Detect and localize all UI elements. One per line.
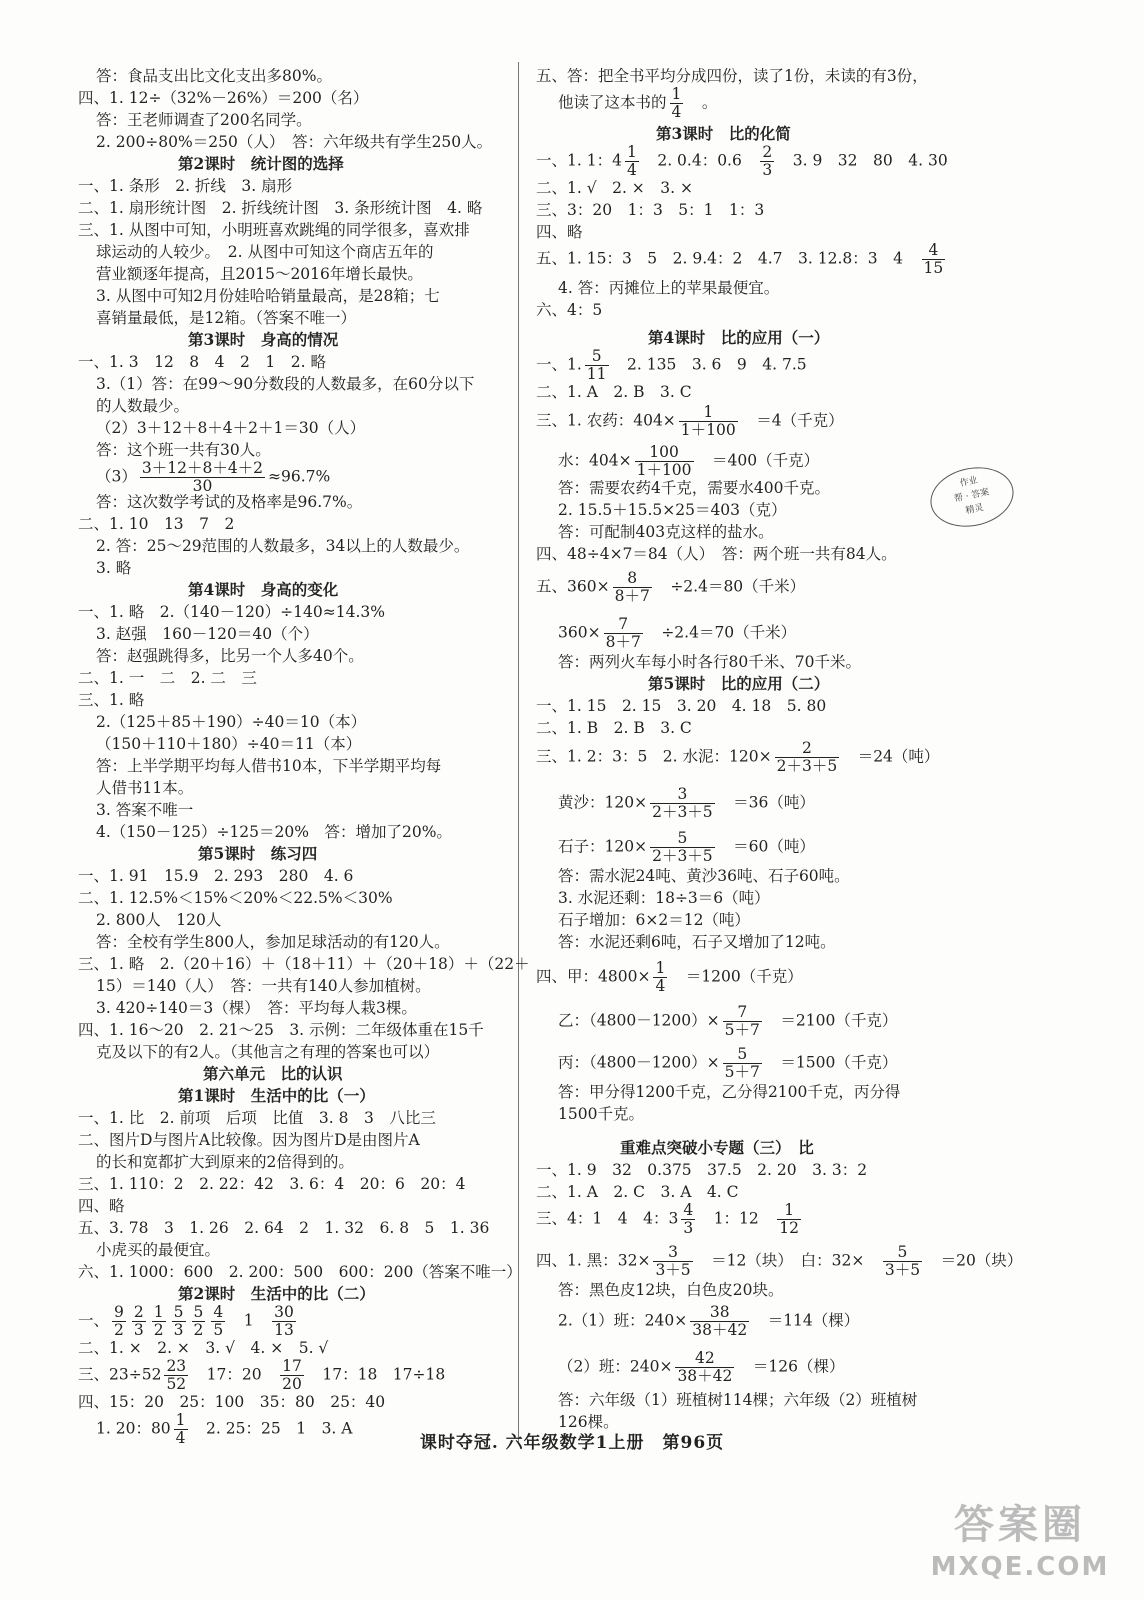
line-prefix: （2）班：240× (558, 1357, 673, 1376)
fraction-denominator: 2＋3＋5 (652, 847, 713, 865)
answer-line: 三、1. 略 2.（20＋16）＋（18＋11）＋（20＋18）＋（22＋ (78, 955, 530, 973)
fraction-denominator: 15 (923, 259, 944, 277)
answer-line (536, 740, 947, 775)
answer-line: 2. 15.5＋15.5×25＝403（克） (558, 501, 787, 519)
answer-line: 二、1. B 2. B 3. C (536, 719, 692, 737)
stamp-line-1: 作业 (959, 475, 979, 490)
answer-line: 四、48÷4×7＝84（人） 答：两个班一共有84人。 (536, 545, 897, 563)
line-text: ＝1500（千克） (764, 1053, 906, 1072)
answer-line: 一、1. 3 12 8 4 2 1 2. 略 (78, 353, 326, 371)
fraction (723, 1004, 762, 1039)
fraction-numerator: 7 (604, 616, 643, 634)
fraction (760, 144, 774, 179)
fraction-numerator: 1 (655, 959, 666, 977)
line-prefix: 石子：120× (558, 837, 648, 856)
line-prefix: （3） (96, 467, 137, 486)
line-prefix: 黄沙：120× (558, 793, 648, 812)
answer-line: 二、1. 一 二 2. 二 三 (78, 669, 257, 687)
fraction-numerator: 7 (723, 1004, 762, 1022)
fraction-denominator: 2＋3＋5 (652, 803, 713, 821)
answer-line: 3. 420÷140＝3（棵） 答：平均每人栽3棵。 (96, 999, 417, 1017)
fraction-numerator: 8 (613, 570, 652, 588)
fraction-denominator: 5＋7 (724, 1021, 760, 1039)
fraction-denominator: 30 (192, 477, 213, 495)
answer-line: 答：食品支出比文化支出多80%。 (96, 67, 332, 85)
line-text: ＝12（块） 白：32× (695, 1251, 880, 1270)
fraction (690, 1304, 749, 1339)
fraction-numerator: 1 (777, 1202, 801, 1220)
fraction-denominator: 8＋7 (605, 633, 641, 651)
answer-line: 4. 答：丙摊位上的苹果最便宜。 (558, 279, 780, 297)
answer-line (78, 1358, 461, 1393)
answer-line: 四、略 (78, 1197, 125, 1215)
watermark (900, 1500, 1140, 1595)
line-prefix: 他读了这本书的 (558, 93, 667, 112)
line-prefix: 五、1. 15：3 5 2. 9.4：2 4.7 3. 12.8：3 (536, 249, 878, 268)
line-prefix: 水：404× (558, 451, 632, 470)
answer-line: 126棵。 (558, 1413, 619, 1431)
answer-line: 六、1. 1000：600 2. 200：500 600：200（答案不唯一） (78, 1263, 522, 1281)
fraction-denominator: 2 (153, 1321, 164, 1339)
answer-line (558, 616, 804, 651)
answer-line (558, 1004, 905, 1039)
fraction (613, 570, 652, 605)
answer-line: 答：六年级（1）班植树114棵；六年级（2）班植树 (558, 1391, 918, 1409)
section-heading: 第3课时 身高的情况 (188, 330, 339, 349)
line-prefix: 1. 20：80 (96, 1419, 171, 1438)
fraction-numerator: 30 (274, 1303, 294, 1321)
fraction-numerator: 3 (650, 786, 715, 804)
fraction-denominator: 3＋5 (884, 1261, 921, 1279)
answer-line: 球运动的人较少。 2. 从图中可知这个商店五年的 (96, 243, 434, 261)
answer-line: 2.（125＋85＋190）÷40＝10（本） (96, 713, 367, 731)
answer-line: 一、1. 条形 2. 折线 3. 扇形 (78, 177, 293, 195)
stamp-line-2: 帮 · 答案 (953, 487, 991, 505)
line-text: ＝60（吨） (717, 837, 823, 856)
fraction (679, 404, 738, 439)
line-text: ＝2100（千克） (764, 1011, 906, 1030)
answer-line (78, 1304, 299, 1339)
answer-line: 的长和宽都扩大到原来的2倍得到的。 (96, 1153, 354, 1171)
watermark-title: 答案圈 (954, 1502, 1086, 1548)
answer-line: 3. 赵强 160－120＝40（个） (96, 625, 319, 643)
fraction-numerator: 17 (282, 1357, 302, 1375)
fraction (604, 616, 643, 651)
fraction-numerator: 1 (671, 85, 682, 103)
line-text: 17：18 17÷18 (306, 1365, 461, 1384)
answer-line: 4.（150－125）÷125＝20% 答：增加了20%。 (96, 823, 452, 841)
answer-line: 二、1. A 2. C 3. A 4. C (536, 1183, 739, 1201)
line-prefix: 三、1. 农药：404× (536, 411, 676, 430)
section-heading: 第4课时 身高的变化 (188, 580, 339, 599)
answer-line: 3. 答案不唯一 (96, 801, 194, 819)
fraction-denominator: 1＋100 (636, 461, 692, 479)
line-prefix: 一、 (78, 1311, 110, 1330)
fraction-numerator: 5 (723, 1046, 762, 1064)
section-heading: 第5课时 比的应用（二） (648, 674, 830, 693)
fraction-denominator: 38＋42 (692, 1321, 748, 1339)
answer-line: 克及以下的有2人。（其他言之有理的答案也可以） (96, 1043, 440, 1061)
section-heading: 第5课时 练习四 (198, 844, 318, 863)
answer-line (536, 404, 851, 439)
answer-line (536, 570, 813, 605)
answer-line: 二、图片D与图片A比较像。因为图片D是由图片A (78, 1131, 420, 1149)
fraction-numerator: 3 (653, 1244, 692, 1262)
line-prefix: 四、1. 黑：32× (536, 1251, 651, 1270)
fraction-numerator: 1 (153, 1303, 164, 1321)
section-heading: 第1课时 生活中的比（一） (178, 1086, 375, 1105)
fraction-denominator: 2＋3＋5 (776, 757, 838, 775)
answer-line (558, 1046, 905, 1081)
answer-line: 四、1. 16～20 2. 21～25 3. 示例：二年级体重在15千 (78, 1021, 484, 1039)
line-text: ＝114（棵） (752, 1311, 868, 1330)
section-heading: 第2课时 生活中的比（二） (178, 1284, 375, 1303)
answer-line: 答：可配制403克这样的盐水。 (558, 523, 774, 541)
stamp-logo (925, 460, 1019, 534)
answer-line: 四、略 (536, 223, 583, 241)
answer-line: 三、3：20 1：3 5：1 1：3 (536, 201, 765, 219)
answer-line: 答：两列火车每小时各行80千米、70千米。 (558, 653, 861, 671)
answer-line: 答：王老师调查了200名同学。 (96, 111, 312, 129)
line-prefix: 一、1. 1：4 (536, 151, 622, 170)
answer-line (536, 1244, 1030, 1279)
fraction (653, 960, 667, 995)
fraction (211, 1304, 225, 1339)
answer-line: 四、15：20 25：100 35：80 25：40 (78, 1393, 386, 1411)
fraction-numerator: 5 (173, 1303, 184, 1321)
fraction-numerator: 38 (690, 1304, 749, 1322)
answer-line: 15）＝140（人） 答：一共有140人参加植树。 (96, 977, 431, 995)
fraction-numerator: 5 (193, 1303, 204, 1321)
answer-line: 人借书11本。 (96, 779, 194, 797)
fraction (132, 1304, 146, 1339)
answer-line (536, 960, 811, 995)
section-heading: 第3课时 比的化简 (656, 124, 791, 143)
watermark-url: MXQE.COM (930, 1552, 1110, 1582)
fraction (723, 1046, 762, 1081)
answer-line: 三、1. 略 (78, 691, 145, 709)
line-text: 4 (877, 249, 919, 268)
answer-line: 三、1. 110：2 2. 22：42 3. 6：4 20：6 20：4 (78, 1175, 466, 1193)
fraction-denominator: 4 (655, 977, 666, 995)
line-prefix: 丙：（4800－1200）× (558, 1053, 720, 1072)
answer-line: 小虎买的最便宜。 (96, 1241, 221, 1259)
answer-line (558, 830, 823, 865)
fraction-denominator: 8＋7 (614, 587, 650, 605)
fraction (883, 1244, 922, 1279)
column-divider (518, 62, 519, 1442)
fraction (280, 1358, 304, 1393)
line-text: ＝20（块） (925, 1251, 1031, 1270)
fraction (112, 1304, 126, 1339)
fraction-denominator: 3 (133, 1321, 144, 1339)
answer-line: 二、1. 10 13 7 2 (78, 515, 235, 533)
answer-line (536, 348, 822, 383)
fraction-denominator: 4 (671, 103, 682, 121)
fraction-denominator: 2 (193, 1321, 204, 1339)
fraction-numerator: 4 (213, 1303, 224, 1321)
fraction-denominator: 3＋5 (655, 1261, 691, 1279)
answer-line: 3.（1）答：在99～90分数段的人数最多，在60分以下 (96, 375, 475, 393)
fraction-numerator: 2 (762, 143, 773, 161)
answer-line: 六、4：5 (536, 301, 603, 319)
answer-line (558, 1350, 852, 1385)
answer-line: 答：全校有学生800人，参加足球活动的有120人。 (96, 933, 450, 951)
line-prefix: 四、甲：4800× (536, 967, 651, 986)
line-text: ÷2.4＝70（千米） (645, 623, 804, 642)
fraction-numerator: 42 (675, 1350, 734, 1368)
line-text: ＝1200（千克） (670, 967, 811, 986)
answer-line: 的人数最少。 (96, 397, 190, 415)
fraction-denominator: 13 (274, 1321, 294, 1339)
stamp-line-3: 精灵 (964, 502, 985, 517)
answer-line: 3. 水泥还剩：18÷3＝6（吨） (558, 889, 770, 907)
fraction (164, 1358, 188, 1393)
answer-line: 答：甲分得1200千克，乙分得2100千克，丙分得 (558, 1083, 901, 1101)
fraction-denominator: 20 (282, 1375, 302, 1393)
answer-line: 答：需水泥24吨、黄沙36吨、石子60吨。 (558, 867, 850, 885)
answer-line: 2. 答：25～29范围的人数最多，34以上的人数最少。 (96, 537, 470, 555)
answer-line: 石子增加：6×2＝12（吨） (558, 911, 750, 929)
line-prefix: 2.（1）班：240× (558, 1311, 688, 1330)
answer-line (536, 1202, 804, 1237)
answer-line (536, 242, 948, 277)
answer-line: 答：黑色皮12块，白色皮20块。 (558, 1281, 784, 1299)
answer-line: 五、答：把全书平均分成四份，读了1份，未读的有3份， (536, 67, 928, 85)
line-prefix: 乙：（4800－1200）× (558, 1011, 720, 1030)
section-heading: 第六单元 比的认识 (203, 1064, 343, 1083)
answer-line: 答：需要农药4千克，需要水400千克。 (558, 479, 830, 497)
answer-line (558, 786, 823, 821)
fraction (140, 460, 265, 495)
line-prefix: 三、23÷52 (78, 1365, 162, 1384)
fraction-numerator: 4 (922, 242, 946, 260)
section-heading: 第4课时 比的应用（一） (648, 328, 830, 347)
fraction-numerator: 3＋12＋8＋4＋2 (141, 459, 264, 477)
line-text: ＝126（棵） (737, 1357, 853, 1376)
line-text: ＝400（千克） (696, 451, 827, 470)
fraction (653, 1244, 692, 1279)
fraction (272, 1304, 296, 1339)
answer-line: 答：这个班一共有30人。 (96, 441, 271, 459)
line-suffix: ≈96.7% (268, 467, 331, 486)
fraction (650, 830, 715, 865)
fraction-denominator: 4 (175, 1429, 186, 1447)
fraction (675, 1350, 734, 1385)
fraction-numerator: 4 (683, 1201, 694, 1219)
fraction-denominator: 3 (762, 161, 773, 179)
fraction-denominator: 3 (173, 1321, 184, 1339)
fraction-denominator: 12 (779, 1219, 800, 1237)
fraction-numerator: 1 (175, 1411, 186, 1429)
fraction-denominator: 38＋42 (677, 1367, 733, 1385)
fraction-denominator: 11 (586, 365, 607, 383)
line-prefix: 五、360× (536, 577, 610, 596)
fraction (635, 444, 694, 479)
line-text: 3. 9 32 80 4. 30 (777, 151, 964, 170)
fraction-denominator: 5 (213, 1321, 224, 1339)
answer-line: 二、1. × 2. × 3. √ 4. × 5. √ (78, 1339, 329, 1357)
page-footer: 课时夺冠. 六年级数学1上册 第96页 (419, 1433, 725, 1453)
line-text: 2. 135 3. 6 9 4. 7.5 (611, 355, 823, 374)
answer-line: 四、1. 12÷（32%－26%）＝200（名） (78, 89, 369, 107)
fraction (650, 786, 715, 821)
section-heading: 重难点突破小专题（三） 比 (620, 1138, 814, 1157)
answer-line: 一、1. 91 15.9 2. 293 280 4. 6 (78, 867, 354, 885)
fraction (152, 1304, 166, 1339)
answer-line: 一、1. 15 2. 15 3. 20 4. 18 5. 80 (536, 697, 827, 715)
line-text: ＝36（吨） (717, 793, 823, 812)
fraction (192, 1304, 206, 1339)
answer-line: 二、1. 12.5%＜15%＜20%＜22.5%＜30% (78, 889, 393, 907)
line-text: 17：20 (191, 1365, 278, 1384)
answer-line: 答：赵强跳得多，比另一个人多40个。 (96, 647, 364, 665)
answer-line: 答：这次数学考试的及格率是96.7%。 (96, 493, 363, 511)
answer-line: 3. 从图中可知2月份娃哈哈销量最高，是28箱；七 (96, 287, 440, 305)
answer-line (558, 86, 725, 121)
answer-line: 一、1. 9 32 0.375 37.5 2. 20 3. 3：2 (536, 1161, 868, 1179)
line-prefix: 一、1. (536, 355, 582, 374)
fraction-denominator: 52 (166, 1375, 187, 1393)
fraction-denominator: 4 (626, 161, 637, 179)
answer-line: 1500千克。 (558, 1105, 644, 1123)
fraction (681, 1202, 695, 1237)
answer-line: 3. 略 (96, 559, 132, 577)
answer-line: 答：水泥还剩6吨，石子又增加了12吨。 (558, 933, 836, 951)
answer-line: 五、3. 78 3 1. 26 2. 64 2 1. 32 6. 8 5 1. 36 (78, 1219, 490, 1237)
answer-line (536, 144, 963, 179)
line-text: 2. 0.4：0.6 (641, 151, 758, 170)
answer-line: 二、1. √ 2. × 3. × (536, 179, 693, 197)
line-text: 1：12 (698, 1209, 775, 1228)
answer-line: 喜销量最低，是12箱。（答案不唯一） (96, 309, 356, 327)
line-prefix: 360× (558, 623, 601, 642)
fraction-numerator: 1 (626, 143, 637, 161)
fraction (775, 740, 840, 775)
fraction (777, 1202, 801, 1237)
fraction (172, 1304, 186, 1339)
answer-line: 2. 800人 120人 (96, 911, 222, 929)
fraction-numerator: 5 (585, 348, 609, 366)
answer-line: 二、1. A 2. B 3. C (536, 383, 692, 401)
answer-line (558, 1304, 867, 1339)
fraction-numerator: 23 (166, 1357, 187, 1375)
answer-line: 2. 200÷80%＝250（人） 答：六年级共有学生250人。 (96, 133, 493, 151)
line-prefix: 三、1. 2：3：5 2. 水泥：120× (536, 747, 772, 766)
line-prefix: 三、4：1 4 4：3 (536, 1209, 679, 1228)
line-text: 1 (228, 1311, 270, 1330)
fraction-numerator: 2 (133, 1303, 144, 1321)
fraction-denominator: 2 (114, 1321, 124, 1339)
fraction-denominator: 5＋7 (724, 1063, 760, 1081)
fraction-denominator: 1＋100 (680, 421, 736, 439)
fraction (585, 348, 609, 383)
answer-line: 一、1. 比 2. 前项 后项 比值 3. 8 3 八比三 (78, 1109, 436, 1127)
answer-line: 三、1. 从图中可知，小明班喜欢跳绳的同学很多，喜欢排 (78, 221, 470, 239)
fraction (922, 242, 946, 277)
answer-line: 答：上半学期平均每人借书10本，下半学期平均每 (96, 757, 442, 775)
fraction (625, 144, 639, 179)
fraction-numerator: 2 (775, 740, 840, 758)
line-text: 。 (686, 93, 726, 112)
fraction-numerator: 5 (883, 1244, 922, 1262)
fraction-numerator: 9 (114, 1303, 124, 1321)
fraction-numerator: 5 (650, 830, 715, 848)
section-heading: 第2课时 统计图的选择 (178, 154, 344, 173)
answer-line (558, 444, 827, 479)
line-text: ＝24（吨） (842, 747, 948, 766)
answer-line (96, 460, 330, 495)
line-text: 2. 25：25 1 3. A (190, 1419, 368, 1438)
fraction-numerator: 1 (679, 404, 738, 422)
line-text: ÷2.4＝80（千米） (654, 577, 813, 596)
answer-line: （2）3＋12＋8＋4＋2＋1＝30（人） (96, 419, 366, 437)
fraction (670, 86, 684, 121)
fraction-numerator: 100 (635, 444, 694, 462)
line-text: ＝4（千克） (740, 411, 852, 430)
answer-line: 营业额逐年提高，且2015～2016年增长最快。 (96, 265, 423, 283)
answer-line: 一、1. 略 2.（140－120）÷140≈14.3% (78, 603, 385, 621)
fraction-denominator: 3 (683, 1219, 694, 1237)
answer-line: （150＋110＋180）÷40＝11（本） (96, 735, 362, 753)
answer-line: 二、1. 扇形统计图 2. 折线统计图 3. 条形统计图 4. 略 (78, 199, 483, 217)
